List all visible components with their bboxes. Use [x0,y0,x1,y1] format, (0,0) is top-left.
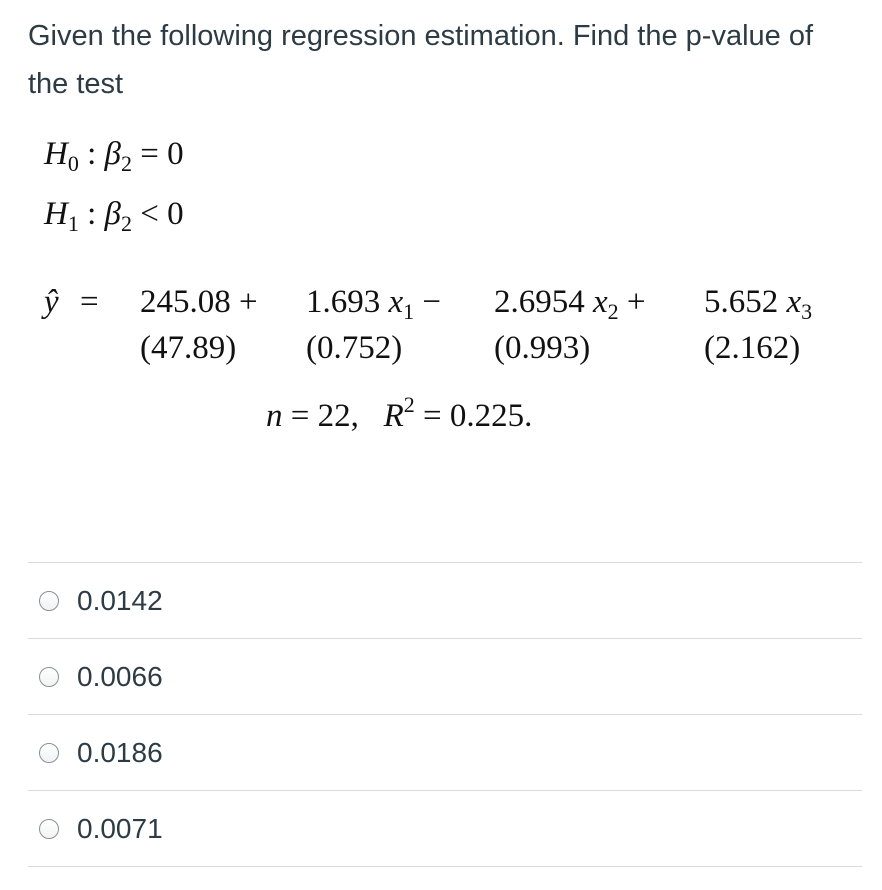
radio-button[interactable] [39,667,59,687]
x3-std-error: (2.162) [704,330,801,366]
answer-label: 0.0071 [77,812,163,844]
intercept-term: 245.08 + [140,284,258,320]
radio-button[interactable] [39,819,59,839]
intercept-std-error: (47.89) [140,330,237,366]
x1-std-error: (0.752) [306,330,403,366]
answer-option[interactable] [28,563,862,639]
answer-options [28,562,862,867]
regression-lhs: ŷ [44,284,59,320]
answer-label: 0.0186 [77,736,163,768]
alternative-hypothesis: $H_1$ : $\beta_2 < 0$ [44,196,184,236]
answer-option[interactable] [28,791,862,867]
regression-equals: = [80,284,99,320]
null-hypothesis: $H_0$ : $\beta_2 = 0$ [44,136,184,176]
answer-label: 0.0066 [77,660,163,692]
x2-std-error: (0.993) [494,330,591,366]
x2-term: 2.6954 $x_2$ + [494,284,646,324]
question-text: Given the following regression estimation. Find the p-value of the test [28,20,814,100]
x1-term: 1.693 $x_1$ − [306,284,442,324]
answer-option[interactable] [28,639,862,715]
answer-option[interactable] [28,715,862,791]
radio-button[interactable] [39,743,59,763]
answer-label: 0.0142 [77,584,163,616]
radio-button[interactable] [39,591,59,611]
regression-stats: n = 22, $R^2 = 0.225$. [266,392,533,434]
x3-term: 5.652 $x_3$ [704,284,813,324]
